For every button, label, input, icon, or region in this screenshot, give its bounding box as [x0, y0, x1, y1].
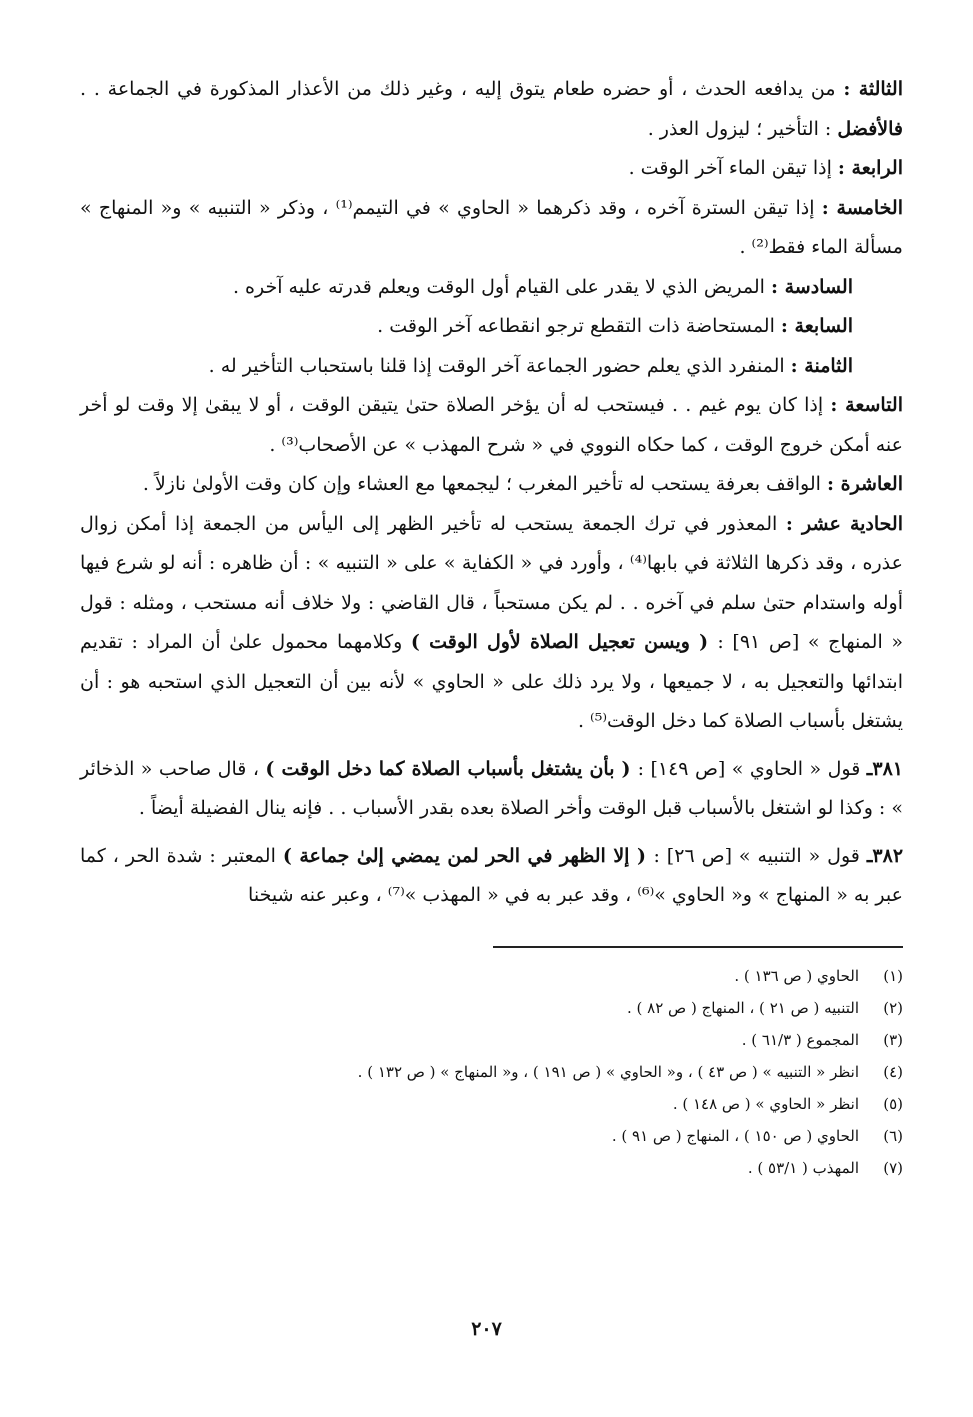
paragraph-number: ٣٨٢ـ: [866, 844, 904, 867]
paragraph-body-continued: وكلامهما محمول علىٰ أن المراد : تقديم ابتدائها والتعجيل به ، لا جميعها ، ولا يرد ذلك على « الحاوي » لأنه بين أن التعجيل الذي استحبه هو : أن يشتغل بأسباب الصلاة كما دخل الوقت⁽⁵⁾ .: [80, 631, 903, 732]
footnote-6: [80, 1120, 903, 1152]
paragraph-seventh: [80, 307, 903, 347]
paragraph-body: قول « الحاوي » [ص ١٤٩] :: [637, 757, 867, 780]
footnote-number: (٢): [883, 998, 903, 1017]
paragraph-emphasis: فالأفضل: [837, 117, 903, 140]
paragraph-quote: ( إلا الظهر في الحر لمن يمضي إلىٰ جماعة ): [282, 844, 654, 867]
paragraph-body: الواقف بعرفة يستحب له تأخير المغرب ؛ ليجمعها مع العشاء وإن كان وقت الأولىٰ نازلاً .: [142, 473, 827, 495]
paragraph-body: المنفرد الذي يعلم حضور الجماعة آخر الوقت إذا قلنا باستحباب التأخير له .: [208, 354, 791, 377]
paragraph-sixth: [80, 268, 903, 308]
paragraph-body: من يدافعه الحدث ، أو حضره طعام يتوق إليه ، وغير ذلك من الأعذار المذكورة في الجماعة . .: [80, 78, 844, 100]
footnote-text: المهذب ( ٥٣/١ ) .: [747, 1158, 859, 1177]
footnote-number: (٣): [883, 1030, 903, 1049]
paragraph-lead: الثالثة :: [843, 78, 903, 100]
footnote-number: (٥): [883, 1094, 903, 1113]
paragraph-quote: ( ويسن تعجيل الصلاة لأول الوقت ): [410, 631, 718, 653]
footnote-divider: [493, 946, 903, 948]
paragraph-lead: العاشرة :: [826, 473, 903, 495]
footnote-number: (٧): [883, 1158, 903, 1177]
footnote-7: [80, 1152, 903, 1184]
footnote-number: (٤): [883, 1062, 903, 1081]
footnote-text: انظر « التنبيه » ( ص ٤٣ ) ، و« الحاوي » ( ص ١٩١ ) ، و« المنهاج » ( ص ١٣٢ ) .: [357, 1062, 859, 1081]
paragraph-number: ٣٨١ـ: [866, 757, 903, 780]
footnote-3: [80, 1024, 903, 1056]
paragraph-382: [80, 837, 903, 916]
footnote-5: [80, 1088, 903, 1120]
paragraph-body-continued: ، قال صاحب « الذخائر » : وكذا لو اشتغل بالأسباب قبل الوقت وأخر الصلاة بعده بقدر الأسباب . . فإنه ينال الفضيلة أيضاً .: [80, 757, 903, 819]
footnote-text: المجموع ( ٦١/٣ ) .: [741, 1030, 859, 1049]
paragraph-body: قول « التنبيه » [ص ٢٦] :: [653, 844, 867, 867]
paragraph-body: المريض الذي لا يقدر على القيام أول الوقت ويعلم قدرته عليه آخره .: [232, 275, 771, 298]
paragraph-third: [80, 70, 903, 149]
paragraph-lead: الخامسة :: [821, 196, 903, 219]
footnote-text: الحاوي ( ص ١٣٦ ) .: [734, 966, 859, 985]
footnote-number: (٦): [883, 1126, 903, 1145]
paragraph-fifth: [80, 189, 903, 268]
footnote-1: [80, 960, 903, 992]
paragraph-fourth: [80, 149, 903, 189]
paragraph-lead: السابعة :: [780, 315, 853, 337]
paragraph-lead: السادسة :: [770, 275, 853, 298]
page-number: ٢٠٧: [471, 1318, 502, 1340]
footnote-2: [80, 992, 903, 1024]
paragraph-body: المستحاضة ذات التقطع ترجو انقطاعه آخر الوقت .: [377, 315, 781, 337]
paragraph-body-continued: : التأخير ؛ ليزول العذر .: [647, 117, 838, 140]
paragraph-tenth: [80, 465, 903, 505]
paragraph-body: إذا تيقن الماء آخر الوقت .: [628, 157, 838, 179]
paragraph-lead: الثامنة :: [790, 354, 853, 377]
footnote-text: انظر « الحاوي » ( ص ١٤٨ ) .: [672, 1094, 859, 1113]
paragraph-body-continued: المعتبر : شدة الحر ، كما عبر به « المنهاج » و« الحاوي »⁽⁶⁾ ، وقد عبر به في « المهذب »⁽⁷⁾ ، وعبر عنه شيخنا: [80, 844, 903, 906]
paragraph-ninth: [80, 386, 903, 465]
paragraph-eleventh: [80, 505, 903, 742]
paragraph-quote: ( بأن يشتغل بأسباب الصلاة كما دخل الوقت ): [265, 757, 638, 780]
footnote-4: [80, 1056, 903, 1088]
paragraph-lead: التاسعة :: [830, 394, 903, 416]
footnote-number: (١): [883, 966, 903, 985]
paragraph-body: المعذور في ترك الجمعة يستحب له تأخير الظهر إلى اليأس من الجمعة إذا أمكن زوال عذره ، وقد ذكرها الثلاثة في بابها⁽⁴⁾ ، وأورد في « الكفاية » على « التنبيه » : أن ظاهره : أنه لو شرع فيها أوله واستدام حتىٰ سلم في آخره . . لم يكن مستحباً ، قال القاضي : ولا خلاف أنه مستحب ، ومثله : قول « المنهاج » [ص ٩١] :: [80, 512, 903, 653]
paragraph-381: [80, 750, 903, 829]
main-text: [80, 70, 903, 916]
footnote-text: التنبيه ( ص ٢١ ) ، المنهاج ( ص ٨٢ ) .: [627, 998, 859, 1017]
paragraph-body: إذا كان يوم غيم . . فيستحب له أن يؤخر الصلاة حتىٰ يتيقن الوقت ، أو لا يبقىٰ إلا وقت لو أخر عنه أمكن خروج الوقت ، كما حكاه النووي في « شرح المهذب » عن الأصحاب⁽³⁾ .: [80, 394, 903, 456]
paragraph-lead: الحادية عشر :: [785, 512, 903, 535]
footnote-text: الحاوي ( ص ١٥٠ ) ، المنهاج ( ص ٩١ ) .: [611, 1126, 859, 1145]
paragraph-body: إذا تيقن السترة آخره ، وقد ذكرهما « الحاوي » في التيمم⁽¹⁾ ، وذكر « التنبيه » و« المنهاج » مسألة الماء فقط⁽²⁾ .: [80, 196, 903, 258]
paragraph-lead: الرابعة :: [837, 157, 903, 179]
paragraph-eighth: [80, 347, 903, 387]
footnotes: [80, 960, 903, 1184]
